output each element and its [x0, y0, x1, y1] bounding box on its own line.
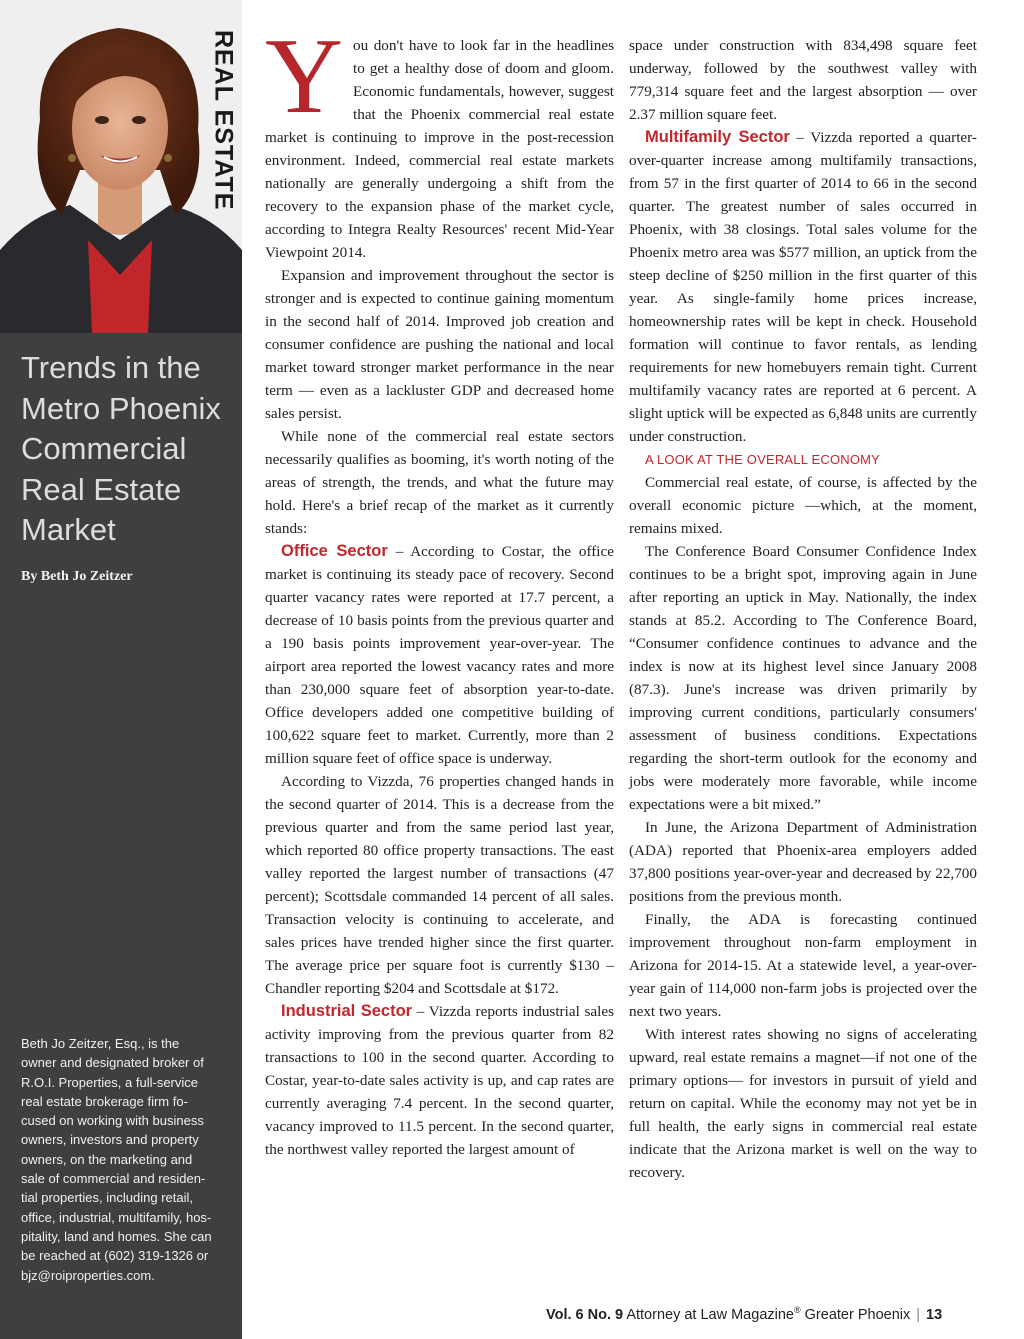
- section-label-text: REAL ESTATE: [209, 30, 238, 211]
- title-line: Trends in the: [21, 350, 201, 385]
- paragraph-intro: [265, 17, 614, 264]
- paragraph: With interest rates showing no signs of accelerating upward, real estate remains a magnet—if not one of the primary options— for investors in pursuit of yield and return on capital. While the economy may not yet be in full health, the early signs in commercial real estate indicate that the Arizona market is well on the way to recovery.: [629, 1026, 977, 1181]
- title-line: Market: [21, 512, 116, 547]
- paragraph-text: – Vizzda reported a quarter-over-quarter increase among multifamily transactions, from 57 in the first quarter of 2014 to 66 in the second quarter. The greatest number of sales occurred in Phoenix, with 38 closings. Total sales volume for the Phoenix metro area was $577 million, an uptick from the steep decline of $250 million in the first quarter of this year. As single-family home prices increase, homeownership rates will be kept in check. Household formation will continue to favor rentals, as lending requirements for new homebuyers remain tight. Current multifamily vacancy rates are reported at 6 percent. A slight uptick will be expected as 6,848 units are currently under construction.: [629, 129, 977, 445]
- bio-line: owners, on the marketing and: [21, 1151, 193, 1167]
- bio-line: real estate brokerage firm fo-: [21, 1093, 188, 1109]
- bio-line: owners, investors and property: [21, 1132, 199, 1148]
- registered-mark: ®: [793, 1305, 801, 1315]
- issue-number: Vol. 6 No. 9: [546, 1306, 624, 1323]
- paragraph-text: ou don't have to look far in the headlines to get a healthy dose of doom and gloom. Economic fundamentals, however, suggest that the Phoenix commercial real estate market is continuing to improve in the post-recession environment. Indeed, commercial real estate markets nationally are generally undergoing a shift from the recovery to the expansion phase of the market cycle, according to Integra Realty Resources' recent Mid-Year Viewpoint 2014.: [265, 37, 614, 261]
- title-line: Real Estate: [21, 471, 182, 507]
- paragraph-industrial-continued: [629, 34, 977, 126]
- paragraph: Expansion and improvement throughout the sector is stronger and is expected to continue gaining momentum in the second half of 2014. Improved job creation and consumer confidence are pushing the national and local market toward stronger market performance in the near term — even as a lackluster GDP and decreased home sales persist.: [265, 267, 614, 422]
- bio-line: pitality, land and homes. She can: [21, 1228, 212, 1244]
- subhead-multifamily: Multifamily Sector: [645, 128, 790, 146]
- author-bio: [21, 1034, 233, 1285]
- bio-line: be reached at (602) 319-1326 or: [21, 1248, 209, 1264]
- paragraph: In June, the Arizona Department of Administration (ADA) reported that Phoenix-area employers added 37,800 positions year-over-year and decreased by 22,700 positions from the previous month.: [629, 819, 977, 905]
- paragraph-office: [265, 540, 614, 770]
- bio-line: cused on working with business: [21, 1113, 204, 1129]
- subhead-office: Office Sector: [281, 542, 388, 560]
- magazine-name: Attorney at Law Magazine: [626, 1306, 794, 1323]
- bio-line: bjz@roiproperties.com.: [21, 1267, 155, 1283]
- article-title: [21, 348, 236, 551]
- bio-line: office, industrial, multifamily, hos-: [21, 1209, 212, 1225]
- title-line: Commercial: [21, 431, 187, 466]
- footer-separator: |: [916, 1306, 921, 1323]
- bio-line: owner and designated broker of: [21, 1055, 204, 1071]
- paragraph: Commercial real estate, of course, is affected by the overall economic picture —which, at the moment, remains mixed.: [629, 474, 977, 537]
- page-footer: [546, 1305, 942, 1323]
- paragraph: Finally, the ADA is forecasting continued improvement throughout non-farm employment in Arizona for 2014-15. At a statewide level, a year-over-year gain of 114,000 non-farm jobs is projected over the next two years.: [629, 911, 977, 1020]
- paragraph-text: – Vizzda reports industrial sales activity improving from the previous quarter from 82 transactions to 100 in the second quarter. According to Costar, year-to-date sales activity is up, and cap rates are currently averaging 7.4 percent. In the second quarter, vacancy improved to 11.5 percent. In the second quarter, the northwest valley reported the largest amount of: [265, 1003, 614, 1158]
- bio-line: tial properties, including retail,: [21, 1190, 193, 1206]
- section-label-vertical: [204, 30, 242, 230]
- dropcap: Y: [265, 17, 343, 136]
- subhead-economy: A LOOK AT THE OVERALL ECONOMY: [645, 452, 881, 467]
- paragraph: While none of the commercial real estate sectors necessarily qualifies as booming, it's worth noting of the areas of strength, the trends, and what the future may hold. Here's a brief recap of the market as it currently stands:: [265, 428, 614, 537]
- article-column-1: [265, 17, 614, 1161]
- page-number: 13: [926, 1306, 943, 1323]
- paragraph: The Conference Board Consumer Confidence Index continues to be a bright spot, improving again in June after reporting an uptick in May. Nationally, the index stands at 85.2. According to The Conference Board, “Consumer confidence continues to advance and the index is now at its highest level since January 2008 (87.3). June's increase was driven primarily by improving current conditions, particularly consumers' assessment of business conditions. Expectations regarding the short-term outlook for the economy and jobs were moderately more favorable, while income expectations were a bit mixed.”: [629, 543, 977, 813]
- bio-line: R.O.I. Properties, a full-service: [21, 1074, 198, 1090]
- paragraph-text: space under construction with 834,498 square feet underway, followed by the southwest valley with 779,314 square feet and the largest absorption — over 2.37 million square feet.: [629, 37, 977, 123]
- subhead-industrial: Industrial Sector: [281, 1002, 413, 1020]
- article-column-2: [629, 34, 977, 1184]
- title-line: Metro Phoenix: [21, 390, 221, 426]
- sidebar: [0, 0, 242, 1339]
- paragraph-industrial: [265, 1000, 614, 1161]
- paragraph-text: – According to Costar, the office market is continuing its steady pace of recovery. Second quarter vacancy rates were reported at 17.7 percent, a decrease of 10 basis points from the previous quarter and a 190 basis points improvement year-over-year. The airport area reported the lowest vacancy rates and more than 230,000 square feet of absorption year-to-date. Office developers added one competitive building of 100,622 square feet to market. Currently, more than 2 million square feet of office space is underway.: [265, 543, 614, 767]
- edition-name: Greater Phoenix: [804, 1306, 911, 1323]
- byline: By Beth Jo Zeitzer: [21, 569, 133, 584]
- paragraph: According to Vizzda, 76 properties changed hands in the second quarter of 2014. This is a decrease from the previous quarter and from the same period last year, which reported 80 office property transactions. The east valley reported the largest number of transactions (47 percent); Scottsdale commanded 14 percent of all sales. Transaction velocity is continuing to accelerate, and sales prices have trended higher since the first quarter. The average price per square foot is currently $130 – Chandler reporting $204 and Scottsdale at $172.: [265, 773, 614, 997]
- paragraph-multifamily: [629, 126, 977, 448]
- bio-line: Beth Jo Zeitzer, Esq., is the: [21, 1036, 180, 1051]
- bio-line: sale of commercial and residen-: [21, 1171, 206, 1187]
